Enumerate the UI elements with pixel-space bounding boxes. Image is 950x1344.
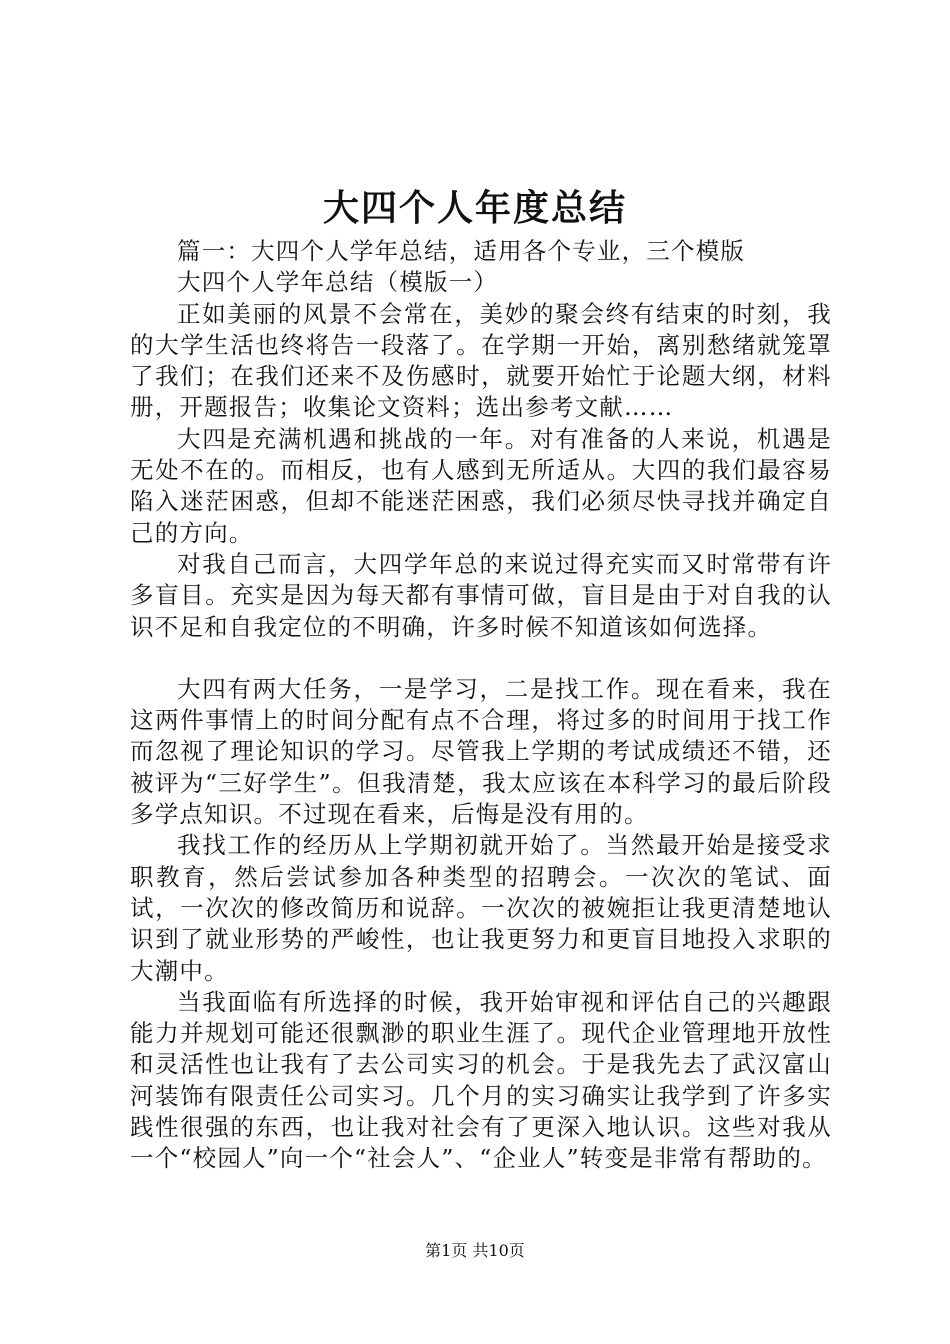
document-body [130,236,832,1175]
paragraph: 正如美丽的风景不会常在，美妙的聚会终有结束的时刻，我的大学生活也终将告一段落了。在学期一开始，离别愁绪就笼罩了我们；在我们还来不及伤感时，就要开始忙于论题大纲，材料册，开题报告；收集论文资料；选出参考文献…… [130,299,832,422]
paragraph: 大四有两大任务，一是学习，二是找工作。现在看来，我在这两件事情上的时间分配有点不合理，将过多的时间用于找工作而忽视了理论知识的学习。尽管我上学期的考试成绩还不错，还被评为“三好学生”。但我清楚，我太应该在本科学习的最后阶段多学点知识。不过现在看来，后悔是没有用的。 [130,674,832,829]
paragraph-heading-2: 大四个人学年总结（模版一） [177,268,499,297]
paragraph: 当我面临有所选择的时候，我开始审视和评估自己的兴趣跟能力并规划可能还很飘渺的职业生涯了。现代企业管理地开放性和灵活性也让我有了去公司实习的机会。于是我先去了武汉富山河装饰有限责任公司实习。几个月的实习确实让我学到了许多实践性很强的东西，也让我对社会有了更深入地认识。这些对我从一个“校园人”向一个“社会人”、“企业人”转变是非常有帮助的。 [130,987,832,1173]
paragraph: 对我自己而言，大四学年总的来说过得充实而又时常带有许多盲目。充实是因为每天都有事情可做，盲目是由于对自我的认识不足和自我定位的不明确，许多时候不知道该如何选择。 [130,549,832,641]
paragraph: 我找工作的经历从上学期初就开始了。当然最开始是接受求职教育，然后尝试参加各种类型的招聘会。一次次的笔试、面试，一次次的修改简历和说辞。一次次的被婉拒让我更清楚地认识到了就业形势的严峻性，也让我更努力和更盲目地投入求职的大潮中。 [130,831,832,985]
paragraph-heading-1: 篇一：大四个人学年总结，适用各个专业，三个模版 [177,237,746,265]
page-number-footer: 第1页 共10页 [425,1241,525,1260]
paragraph: 大四是充满机遇和挑战的一年。对有准备的人来说，机遇是无处不在的。而相反，也有人感到无所适从。大四的我们最容易陷入迷茫困惑，但却不能迷茫困惑，我们必须尽快寻找并确定自己的方向。 [130,424,832,547]
document-title: 大四个人年度总结 [322,187,627,229]
